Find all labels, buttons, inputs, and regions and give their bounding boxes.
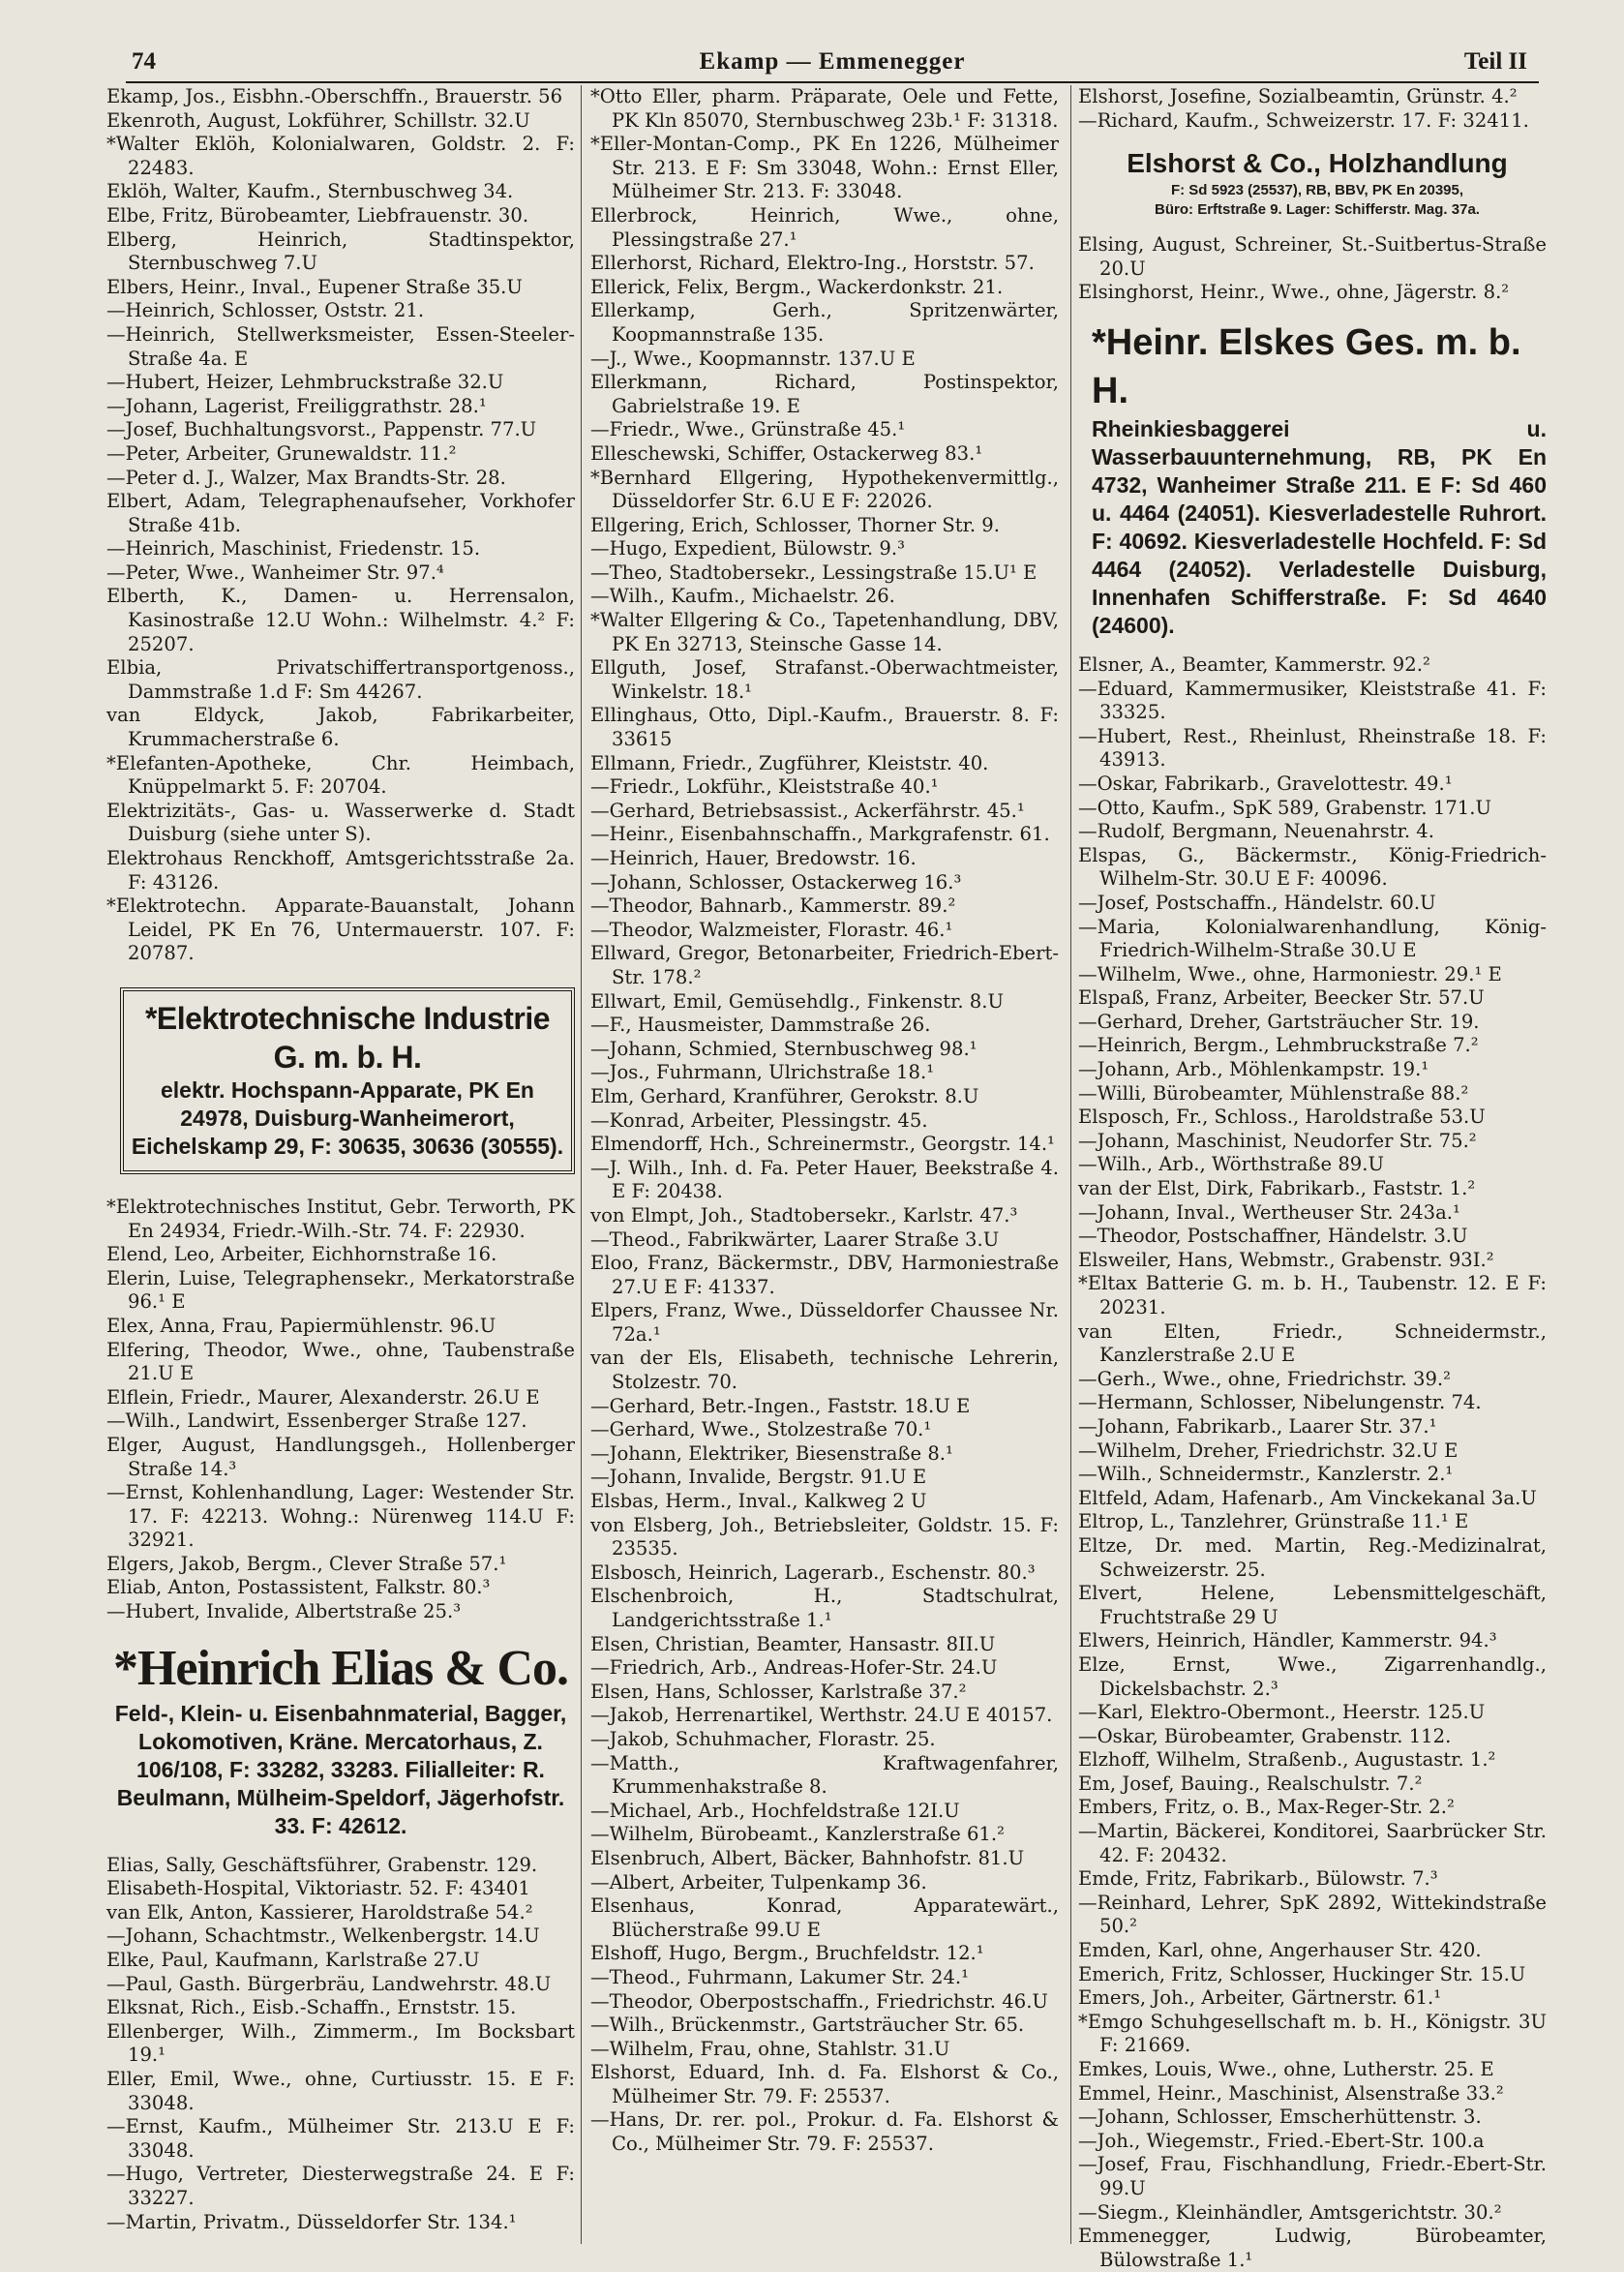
directory-entry: Elspas, G., Bäckermstr., König-Friedrich-Wilhelm-Str. 30.U E F: 40096. (1078, 843, 1547, 891)
directory-entry: Ellgering, Erich, Schlosser, Thorner Str. 9. (590, 513, 1000, 536)
advertisement-elshorst (1078, 146, 1547, 220)
directory-entry: Emde, Fritz, Fabrikarb., Bülowstr. 7.³ (1078, 1867, 1438, 1891)
directory-entry: Elze, Ernst, Wwe., Zigarrenhandlg., Dickelsbachstr. 2.³ (1078, 1652, 1547, 1700)
directory-entry: —Hermann, Schlosser, Nibelungenstr. 74. (1078, 1391, 1482, 1414)
directory-entry: —Peter, Arbeiter, Grunewaldstr. 11.² (106, 441, 457, 465)
directory-entry: Emden, Karl, ohne, Angerhauser Str. 420. (1078, 1939, 1482, 1962)
directory-entry: —Theodor, Walzmeister, Florastr. 46.¹ (590, 918, 953, 941)
directory-entry: —Hans, Dr. rer. pol., Prokur. d. Fa. Elshorst & Co., Mülheimer Str. 79. F: 25537. (590, 2108, 1059, 2156)
directory-entry: —Theo, Stadtobersekr., Lessingstraße 15.U¹ E (590, 560, 1038, 584)
directory-entry: Ellerick, Felix, Bergm., Wackerdonkstr. 21. (590, 275, 1004, 298)
directory-entry: Elerin, Luise, Telegraphensekr., Merkatorstraße 96.¹ E (106, 1266, 575, 1314)
directory-entry: Elshorst, Josefine, Sozialbeamtin, Grünstr. 4.² (1078, 85, 1518, 107)
directory-entry: —Friedrich, Arb., Andreas-Hofer-Str. 24.U (590, 1656, 998, 1680)
entry-list (1078, 653, 1547, 2272)
directory-entry: —Hugo, Vertreter, Diesterwegstraße 24. E F: 33227. (106, 2163, 575, 2209)
directory-entry: van der Els, Elisabeth, technische Lehrerin, Stolzestr. 70. (590, 1347, 1059, 1394)
directory-entry: —Joh., Wiegemstr., Fried.-Ebert-Str. 100.a (1078, 2129, 1485, 2152)
directory-entry: Elbia, Privatschiffertransportgenoss., Dammstraße 1.d F: Sm 44267. (106, 656, 575, 703)
directory-entry: Ellmann, Friedr., Zugführer, Kleiststr. 40. (590, 751, 989, 774)
directory-entry: von Elmpt, Joh., Stadtobersekr., Karlstr. 47.³ (590, 1203, 1018, 1227)
directory-entry: —Eduard, Kammermusiker, Kleiststraße 41. F: 33325. (1078, 677, 1547, 724)
directory-entry: Emers, Joh., Arbeiter, Gärtnerstr. 61.¹ (1078, 1986, 1442, 2010)
directory-entry: —Johann, Schachtmstr., Welkenbergstr. 14.U (106, 1924, 540, 1948)
directory-entry: —Johann, Elektriker, Biesenstraße 8.¹ (590, 1441, 953, 1465)
directory-entry: *Emgo Schuhgesellschaft m. b. H., Königstr. 3U F: 21669. (1078, 2010, 1547, 2057)
directory-entry: Elsinghorst, Heinr., Wwe., ohne, Jägerstr. 8.² (1078, 281, 1510, 304)
directory-entry: —Johann, Invalide, Bergstr. 91.U E (590, 1466, 927, 1489)
directory-entry: Elsenbruch, Albert, Bäcker, Bahnhofstr. 81.U (590, 1846, 1025, 1869)
directory-entry: Elsner, A., Beamter, Kammerstr. 92.² (1078, 652, 1430, 676)
entry-list (590, 85, 1059, 2157)
directory-entry: —Matth., Kraftwagenfahrer, Krummenhakstraße 8. (590, 1751, 1059, 1799)
directory-entry: —Gerhard, Betriebsassist., Ackerfährstr. 45.¹ (590, 799, 1025, 822)
directory-entry: —Hugo, Expedient, Bülowstr. 9.³ (590, 537, 905, 560)
directory-entry: Ekamp, Jos., Eisbhn.-Oberschffn., Brauerstr. 56 (106, 85, 563, 107)
directory-entry: Ellerkmann, Richard, Postinspektor, Gabrielstraße 19. E (590, 371, 1059, 417)
directory-entry: Elschenbroich, H., Stadtschulrat, Landgerichtsstraße 1.¹ (590, 1585, 1059, 1631)
directory-entry: —Wilh., Brückenmstr., Gartsträucher Str. 65. (590, 2014, 1025, 2037)
entry-list (106, 1196, 575, 1624)
directory-entry: —Ernst, Kohlenhandlung, Lager: Westender Str. 17. F: 42213. Wohng.: Nürenweg 114.U F: 32921. (106, 1481, 575, 1552)
directory-entry: Eklöh, Walter, Kaufm., Sternbuschweg 34. (106, 180, 514, 203)
directory-entry: Ellwart, Emil, Gemüsehdlg., Finkenstr. 8.U (590, 989, 1004, 1013)
directory-entry: Elshoff, Hugo, Bergm., Bruchfeldstr. 12.¹ (590, 1942, 984, 1965)
directory-entry: Elsposch, Fr., Schloss., Haroldstraße 53.U (1078, 1106, 1486, 1129)
directory-entry: —Jakob, Schuhmacher, Florastr. 25. (590, 1727, 936, 1750)
directory-entry: Ellinghaus, Otto, Dipl.-Kaufm., Brauerstr. 8. F: 33615 (590, 704, 1059, 751)
directory-entry: Elberg, Heinrich, Stadtinspektor, Sternbuschweg 7.U (106, 227, 575, 275)
directory-entry: —Wilhelm, Dreher, Friedrichstr. 32.U E (1078, 1439, 1459, 1462)
entry-list (1078, 233, 1547, 305)
directory-entry: —Hubert, Invalide, Albertstraße 25.³ (106, 1600, 462, 1623)
column-2 (590, 85, 1059, 2254)
directory-entry: —Michael, Arb., Hochfeldstraße 12I.U (590, 1799, 960, 1822)
directory-entry: —Theod., Fuhrmann, Lakumer Str. 24.¹ (590, 1965, 969, 1988)
directory-entry: Elisabeth-Hospital, Viktoriastr. 52. F: 43401 (106, 1877, 530, 1900)
directory-entry: —Heinrich, Schlosser, Oststr. 21. (106, 299, 425, 322)
directory-entry: Elvert, Helene, Lebensmittelgeschäft, Fruchtstraße 29 U (1078, 1582, 1547, 1628)
directory-entry: —Gerhard, Betr.-Ingen., Faststr. 18.U E (590, 1394, 971, 1417)
column-3 (1078, 85, 1547, 2271)
ad-body: Feld-, Klein- u. Eisenbahnmaterial, Bagger, Lokomotiven, Kräne. Mercatorhaus, Z. 106/108, F: 33282, 33283. Filialleiter: R. Beulmann, Mülheim-Speldorf, Jägerhofstr. 33. F: 42612. (114, 1700, 567, 1838)
directory-entry: Elsen, Christian, Beamter, Hansastr. 8II.U (590, 1632, 996, 1655)
directory-entry: von Elsberg, Joh., Betriebsleiter, Goldstr. 15. F: 23535. (590, 1513, 1059, 1560)
directory-entry: —Gerh., Wwe., ohne, Friedrichstr. 39.² (1078, 1367, 1451, 1390)
ad-line: F: Sd 5923 (25537), RB, BBV, PK En 20395, (1170, 182, 1464, 199)
directory-entry: Emkes, Louis, Wwe., ohne, Lutherstr. 25. E (1078, 2058, 1494, 2080)
directory-entry: —Oskar, Bürobeamter, Grabenstr. 112. (1078, 1724, 1452, 1747)
directory-entry: *Elektrotechnisches Institut, Gebr. Terworth, PK En 24934, Friedr.-Wilh.-Str. 74. F: 22930. (106, 1195, 575, 1242)
ad-title: Elshorst & Co., Holzhandlung (1127, 148, 1508, 179)
directory-entry: Elend, Leo, Arbeiter, Eichhornstraße 16. (106, 1243, 497, 1266)
directory-entry: —Gerhard, Wwe., Stolzestraße 70.¹ (590, 1418, 932, 1441)
name-range: Ekamp — Emmenegger (699, 48, 966, 75)
directory-entry: Elsing, August, Schreiner, St.-Suitbertus-Straße 20.U (1078, 233, 1547, 280)
directory-entry: Ellerhorst, Richard, Elektro-Ing., Horststr. 57. (590, 252, 1035, 275)
directory-entry: —Hubert, Rest., Rheinlust, Rheinstraße 18. F: 43913. (1078, 724, 1547, 772)
directory-entry: van Elk, Anton, Kassierer, Haroldstraße 54.² (106, 1900, 533, 1924)
directory-entry: —Johann, Schlosser, Ostackerweg 16.³ (590, 870, 962, 894)
directory-entry: Elias, Sally, Geschäftsführer, Grabenstr. 129. (106, 1853, 538, 1876)
directory-entry: Elsbosch, Heinrich, Lagerarb., Eschenstr. 80.³ (590, 1560, 1036, 1584)
directory-entry: —Jos., Fuhrmann, Ulrichstraße 18.¹ (590, 1061, 935, 1084)
directory-entry: *Bernhard Ellgering, Hypothekenvermittlg., Düsseldorfer Str. 6.U E F: 22026. (590, 466, 1059, 513)
entry-list (106, 85, 575, 966)
directory-entry: —Jakob, Herrenartikel, Werthstr. 24.U E 40157. (590, 1704, 1053, 1727)
directory-entry: —Peter, Wwe., Wanheimer Str. 97.⁴ (106, 560, 444, 584)
directory-entry: Eloo, Franz, Bäckermstr., DBV, Harmoniestraße 27.U E F: 41337. (590, 1252, 1059, 1298)
directory-entry: —Johann, Fabrikarb., Laarer Str. 37.¹ (1078, 1414, 1437, 1438)
page-number: 74 (132, 48, 156, 75)
directory-entry: Embers, Fritz, o. B., Max-Reger-Str. 2.² (1078, 1796, 1455, 1819)
directory-entry: —Martin, Bäckerei, Konditorei, Saarbrücker Str. 42. F: 20432. (1078, 1820, 1547, 1866)
directory-entry: —Josef, Frau, Fischhandlung, Friedr.-Ebert-Str. 99.U (1078, 2153, 1547, 2199)
ad-line: Büro: Erftstraße 9. Lager: Schifferstr. Mag. 37a. (1155, 201, 1480, 219)
directory-entry: —Wilhelm, Bürobeamt., Kanzlerstraße 61.² (590, 1823, 1005, 1846)
ad-title: *Elektrotechnische Industrie G. m. b. H. (144, 1000, 551, 1075)
advertisement-heinr-elskes (1078, 318, 1547, 640)
directory-entry: Elspaß, Franz, Arbeiter, Beecker Str. 57.U (1078, 986, 1485, 1010)
entry-list (1078, 85, 1547, 133)
directory-entry: Eller, Emil, Wwe., ohne, Curtiusstr. 15. E F: 33048. (106, 2068, 575, 2114)
directory-entry: Eltze, Dr. med. Martin, Reg.-Medizinalrat, Schweizerstr. 25. (1078, 1533, 1547, 1581)
directory-entry: Elsbas, Herm., Inval., Kalkweg 2 U (590, 1490, 927, 1513)
directory-entry: Elksnat, Rich., Eisb.-Schaffn., Ernststr. 15. (106, 1996, 517, 2019)
directory-entry: —Maria, Kolonialwarenhandlung, König-Friedrich-Wilhelm-Straße 30.U E (1078, 915, 1547, 962)
directory-entry: Elger, August, Handlungsgeh., Hollenberger Straße 14.³ (106, 1433, 575, 1480)
directory-entry: *Eltax Batterie G. m. b. H., Taubenstr. 12. E F: 20231. (1078, 1272, 1547, 1318)
directory-entry: —Otto, Kaufm., SpK 589, Grabenstr. 171.U (1078, 796, 1491, 819)
directory-entry: —Wilh., Landwirt, Essenberger Straße 127. (106, 1409, 527, 1433)
directory-entry: Elsweiler, Hans, Webmstr., Grabenstr. 93I.² (1078, 1248, 1494, 1271)
directory-entry: Em, Josef, Bauing., Realschulstr. 7.² (1078, 1772, 1423, 1795)
directory-entry: —Johann, Schlosser, Emscherhüttenstr. 3. (1078, 2105, 1482, 2129)
ad-body: Rheinkiesbaggerei u. Wasserbauunternehmung, RB, PK En 4732, Wanheimer Straße 211. E F: Sd 460 u. 4464 (24051). Kiesverladestelle Ruhrort. F: 40692. Kiesverladestelle Hochfeld. F: Sd 4464 (24052). Verladestelle Duisburg, Innenhafen Schifferstraße. F: Sd 4640 (24600). (1092, 415, 1547, 638)
page-header (126, 43, 1539, 83)
directory-entry: Elektrohaus Renckhoff, Amtsgerichtsstraße 2a. F: 43126. (106, 847, 575, 894)
directory-entry: Eltfeld, Adam, Hafenarb., Am Vinckekanal 3a.U (1078, 1486, 1537, 1509)
directory-entry: —Heinr., Eisenbahnschaffn., Markgrafenstr. 61. (590, 823, 1050, 846)
directory-entry: —Wilhelm, Frau, ohne, Stahlstr. 31.U (590, 2037, 950, 2060)
directory-entry: —Theodor, Bahnarb., Kammerstr. 89.² (590, 894, 956, 918)
ad-title: *Heinrich Elias & Co. (112, 1640, 569, 1696)
directory-entry: Elex, Anna, Frau, Papiermühlenstr. 96.U (106, 1314, 496, 1337)
directory-entry: Elbe, Fritz, Bürobeamter, Liebfrauenstr. 30. (106, 203, 529, 227)
directory-entry: —J. Wilh., Inh. d. Fa. Peter Hauer, Beekstraße 4. E F: 20438. (590, 1156, 1059, 1203)
directory-entry: Ellerkamp, Gerh., Spritzenwärter, Koopmannstraße 135. (590, 299, 1059, 346)
directory-entry: Eliab, Anton, Postassistent, Falkstr. 80.³ (106, 1576, 491, 1599)
directory-entry: Elberth, K., Damen- u. Herrensalon, Kasinostraße 12.U Wohn.: Wilhelmstr. 4.² F: 25207. (106, 585, 575, 655)
directory-entry: —Wilh., Schneidermstr., Kanzlerstr. 2.¹ (1078, 1463, 1454, 1486)
directory-entry: Elke, Paul, Kaufmann, Karlstraße 27.U (106, 1949, 480, 1972)
directory-entry: —Josef, Buchhaltungsvorst., Pappenstr. 77.U (106, 418, 537, 441)
directory-entry: —F., Hausmeister, Dammstraße 26. (590, 1014, 931, 1037)
directory-entry: van Elten, Friedr., Schneidermstr., Kanzlerstraße 2.U E (1078, 1319, 1547, 1367)
directory-entry: Ellerbrock, Heinrich, Wwe., ohne, Plessingstraße 27.¹ (590, 203, 1059, 251)
ad-title: *Heinr. Elskes Ges. m. b. H. (1092, 321, 1521, 411)
directory-entry: Elflein, Friedr., Maurer, Alexanderstr. 26.U E (106, 1385, 540, 1409)
directory-entry: —Johann, Arb., Möhlenkampstr. 19.¹ (1078, 1058, 1429, 1081)
advertisement-elektrotechnische-industrie (120, 987, 575, 1174)
directory-entry: —Johann, Lagerist, Freiliggrathstr. 28.¹ (106, 394, 487, 417)
directory-entry: —Heinrich, Bergm., Lehmbruckstraße 7.² (1078, 1034, 1479, 1057)
directory-entry: Ellguth, Josef, Strafanst.-Oberwachtmeister, Winkelstr. 18.¹ (590, 656, 1059, 703)
directory-entry: Emmenegger, Ludwig, Bürobeamter, Bülowstraße 1.¹ (1078, 2225, 1547, 2271)
directory-entry: *Walter Ellgering & Co., Tapetenhandlung, DBV, PK En 32713, Steinsche Gasse 14. (590, 609, 1059, 655)
directory-entry: Ellenberger, Wilh., Zimmerm., Im Bocksbart 19.¹ (106, 2019, 575, 2067)
directory-entry: *Eller-Montan-Comp., PK En 1226, Mülheimer Str. 213. E F: Sm 33048, Wohn.: Ernst Eller, Mülheimer Str. 213. F: 33048. (590, 133, 1059, 203)
directory-entry: —Josef, Postschaffn., Händelstr. 60.U (1078, 891, 1436, 914)
directory-entry: Elpers, Franz, Wwe., Düsseldorfer Chaussee Nr. 72a.¹ (590, 1299, 1059, 1346)
directory-entry: van Eldyck, Jakob, Fabrikarbeiter, Krummacherstraße 6. (106, 704, 575, 751)
directory-entry: Elbert, Adam, Telegraphenaufseher, Vorkhofer Straße 41b. (106, 490, 575, 536)
directory-entry: —Friedr., Lokführ., Kleiststraße 40.¹ (590, 775, 939, 799)
directory-entry: —Oskar, Fabrikarb., Gravelottestr. 49.¹ (1078, 772, 1453, 795)
directory-entry: —Siegm., Kleinhändler, Amtsgerichtstr. 30.² (1078, 2200, 1502, 2224)
directory-entry: —Theodor, Oberpostschaffn., Friedrichstr. 46.U (590, 1989, 1048, 2013)
directory-entry: —Johann, Schmied, Sternbuschweg 98.¹ (590, 1037, 977, 1060)
entry-list (106, 1854, 575, 2235)
directory-entry: —Rudolf, Bergmann, Neuenahrstr. 4. (1078, 820, 1434, 843)
column-divider (581, 85, 582, 2244)
directory-entry: —Paul, Gasth. Bürgerbräu, Landwehrstr. 48.U (106, 1972, 552, 1995)
directory-entry: Elshorst, Eduard, Inh. d. Fa. Elshorst & Co., Mülheimer Str. 79. F: 25537. (590, 2061, 1059, 2107)
directory-entry: Elsen, Hans, Schlosser, Karlstraße 37.² (590, 1680, 967, 1703)
directory-entry: —Albert, Arbeiter, Tulpenkamp 36. (590, 1870, 927, 1893)
directory-entry: Ellward, Gregor, Betonarbeiter, Friedrich-Ebert-Str. 178.² (590, 942, 1059, 988)
directory-entry: *Walter Eklöh, Kolonialwaren, Goldstr. 2. F: 22483. (106, 133, 575, 179)
directory-entry: Elmendorff, Hch., Schreinermstr., Georgstr. 14.¹ (590, 1133, 1055, 1156)
directory-entry: —Heinrich, Hauer, Bredowstr. 16. (590, 847, 917, 869)
directory-entry: —Johann, Maschinist, Neudorfer Str. 75.² (1078, 1129, 1477, 1152)
directory-entry: Elfering, Theodor, Wwe., ohne, Taubenstraße 21.U E (106, 1338, 575, 1385)
directory-entry: *Elektrotechn. Apparate-Bauanstalt, Johann Leidel, PK En 76, Untermauerstr. 107. F: 20787. (106, 894, 575, 965)
ad-body: elektr. Hochspann-Apparate, PK En 24978, Duisburg-Wanheimerort, Eichelskamp 29, F: 30635, 30636 (30555). (131, 1076, 564, 1159)
directory-entry: —Theodor, Postschaffner, Händelstr. 3.U (1078, 1225, 1468, 1248)
directory-entry: —Wilhelm, Wwe., ohne, Harmoniestr. 29.¹ E (1078, 962, 1502, 985)
part-label: Teil II (1463, 48, 1527, 75)
directory-entry: —Ernst, Kaufm., Mülheimer Str. 213.U E F: 33048. (106, 2115, 575, 2162)
directory-entry: Elm, Gerhard, Kranführer, Gerokstr. 8.U (590, 1084, 979, 1107)
directory-entry: Elwers, Heinrich, Händler, Kammerstr. 94.³ (1078, 1629, 1497, 1652)
directory-entry: —Hubert, Heizer, Lehmbruckstraße 32.U (106, 371, 504, 394)
directory-entry: —Heinrich, Maschinist, Friedenstr. 15. (106, 537, 481, 560)
directory-entry: —Richard, Kaufm., Schweizerstr. 17. F: 32411. (1078, 108, 1529, 132)
directory-entry: *Elefanten-Apotheke, Chr. Heimbach, Knüppelmarkt 5. F: 20704. (106, 751, 575, 799)
directory-entry: Elleschewski, Schiffer, Ostackerweg 83.¹ (590, 441, 983, 465)
directory-entry: Elgers, Jakob, Bergm., Clever Straße 57.¹ (106, 1552, 507, 1575)
directory-entry: Elbers, Heinr., Inval., Eupener Straße 35.U (106, 275, 523, 298)
directory-entry: —Friedr., Wwe., Grünstraße 45.¹ (590, 418, 906, 441)
directory-entry: —Wilh., Arb., Wörthstraße 89.U (1078, 1153, 1384, 1176)
directory-entry: —Wilh., Kaufm., Michaelstr. 26. (590, 585, 895, 608)
directory-entry: Emerich, Fritz, Schlosser, Huckinger Str. 15.U (1078, 1962, 1526, 1985)
directory-entry: —Gerhard, Dreher, Gartsträucher Str. 19. (1078, 1010, 1480, 1033)
directory-entry: Elektrizitäts-, Gas- u. Wasserwerke d. Stadt Duisburg (siehe unter S). (106, 799, 575, 846)
directory-entry: Emmel, Heinr., Maschinist, Alsenstraße 33.² (1078, 2081, 1504, 2105)
directory-entry: —Peter d. J., Walzer, Max Brandts-Str. 28. (106, 466, 506, 489)
directory-entry: —Karl, Elektro-Obermont., Heerstr. 125.U (1078, 1701, 1486, 1724)
directory-entry: —Heinrich, Stellwerksmeister, Essen-Steeler-Straße 4a. E (106, 322, 575, 370)
directory-entry: —Reinhard, Lehrer, SpK 2892, Wittekindstraße 50.² (1078, 1891, 1547, 1938)
column-1 (106, 85, 575, 2254)
directory-entry: —Konrad, Arbeiter, Plessingstr. 45. (590, 1108, 928, 1132)
directory-entry: —Willi, Bürobeamter, Mühlenstraße 88.² (1078, 1081, 1469, 1105)
directory-entry: Eltrop, L., Tanzlehrer, Grünstraße 11.¹ E (1078, 1510, 1469, 1533)
directory-entry: —Martin, Privatm., Düsseldorfer Str. 134.¹ (106, 2210, 517, 2233)
column-divider (1070, 85, 1071, 2244)
advertisement-heinrich-elias (106, 1638, 575, 1840)
directory-entry: van der Elst, Dirk, Fabrikarb., Faststr. 1.² (1078, 1177, 1476, 1200)
directory-entry: —Johann, Inval., Wertheuser Str. 243a.¹ (1078, 1200, 1460, 1224)
directory-entry: —J., Wwe., Koopmannstr. 137.U E (590, 347, 916, 370)
directory-entry: Elsenhaus, Konrad, Apparatewärt., Blücherstraße 99.U E (590, 1894, 1059, 1941)
directory-entry: —Theod., Fabrikwärter, Laarer Straße 3.U (590, 1227, 1000, 1251)
directory-entry: Ekenroth, August, Lokführer, Schillstr. 32.U (106, 108, 530, 132)
directory-entry: Elzhoff, Wilhelm, Straßenb., Augustastr. 1.² (1078, 1748, 1496, 1772)
directory-entry: *Otto Eller, pharm. Präparate, Oele und Fette, PK Kln 85070, Sternbuschweg 23b.¹ F: 31318. (590, 85, 1059, 132)
